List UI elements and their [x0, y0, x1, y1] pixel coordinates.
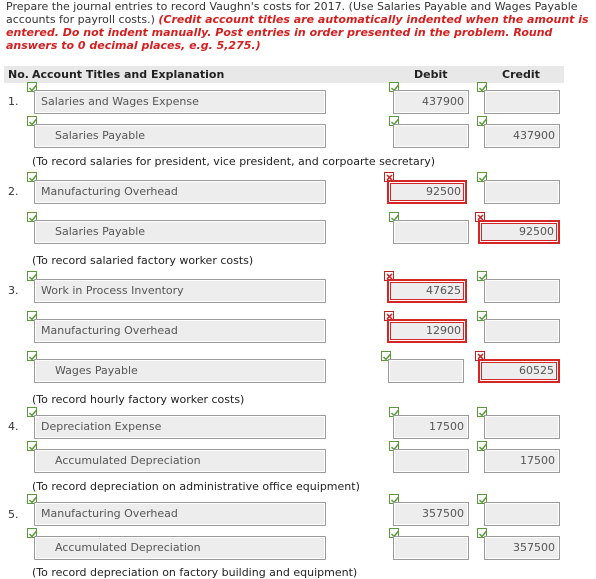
account-field[interactable]: Accumulated Depreciation — [34, 449, 326, 473]
credit-field[interactable]: 357500 — [484, 536, 560, 560]
entry-number: 2. — [8, 185, 19, 198]
credit-field[interactable]: 17500 — [484, 449, 560, 473]
entry-explanation: (To record hourly factory worker costs) — [32, 393, 245, 406]
debit-field[interactable] — [393, 220, 469, 244]
debit-field[interactable]: 92500 — [387, 180, 467, 204]
account-field[interactable]: Work in Process Inventory — [34, 279, 326, 303]
account-field[interactable]: Manufacturing Overhead — [34, 319, 326, 343]
entry-number: 1. — [8, 95, 19, 108]
entry-number: 3. — [8, 284, 19, 297]
instructions — [6, 0, 590, 52]
header-credit: Credit — [502, 68, 540, 81]
credit-field[interactable]: 92500 — [478, 220, 560, 244]
header-account: Account Titles and Explanation — [32, 68, 225, 81]
entry-explanation: (To record depreciation on administrative office equipment) — [32, 480, 360, 493]
credit-field[interactable] — [484, 279, 560, 303]
credit-field[interactable] — [484, 415, 560, 439]
account-field[interactable]: Wages Payable — [34, 359, 326, 383]
table-header — [4, 66, 564, 83]
debit-field[interactable]: 47625 — [387, 279, 467, 303]
credit-field[interactable]: 60525 — [478, 359, 560, 383]
debit-field[interactable]: 12900 — [387, 319, 467, 343]
credit-field[interactable] — [484, 90, 560, 114]
account-field[interactable]: Manufacturing Overhead — [34, 502, 326, 526]
debit-field[interactable]: 357500 — [393, 502, 469, 526]
debit-field[interactable] — [393, 124, 469, 148]
instructions-red-text: (Credit account titles are automatically indented when the amount is entered. Do not indent manually. Post entries in order presented in the problem. Round answers to 0 decimal places, e.g. 5,275.) — [6, 13, 589, 52]
account-field[interactable]: Accumulated Depreciation — [34, 536, 326, 560]
debit-field[interactable] — [393, 536, 469, 560]
account-field[interactable]: Salaries Payable — [34, 220, 326, 244]
header-debit: Debit — [414, 68, 448, 81]
header-no: No. — [8, 68, 29, 81]
credit-field[interactable] — [484, 502, 560, 526]
debit-field[interactable]: 437900 — [393, 90, 469, 114]
debit-field[interactable]: 17500 — [393, 415, 469, 439]
debit-field[interactable] — [393, 449, 469, 473]
account-field[interactable]: Salaries Payable — [34, 124, 326, 148]
entry-number: 5. — [8, 508, 19, 521]
account-field[interactable]: Manufacturing Overhead — [34, 180, 326, 204]
account-field[interactable]: Salaries and Wages Expense — [34, 90, 326, 114]
entry-number: 4. — [8, 420, 19, 433]
instructions-text: Prepare the journal entries to record Vaughn's costs for 2017. (Use Salaries Payable and Wages Payable accounts for payroll costs.) — [6, 0, 578, 26]
entry-explanation: (To record salaries for president, vice president, and corpoarte secretary) — [32, 155, 436, 168]
account-field[interactable]: Depreciation Expense — [34, 415, 326, 439]
credit-field[interactable]: 437900 — [484, 124, 560, 148]
entry-explanation: (To record salaried factory worker costs) — [32, 254, 254, 267]
entry-explanation: (To record depreciation on factory building and equipment) — [32, 566, 358, 579]
debit-field[interactable] — [388, 359, 464, 383]
credit-field[interactable] — [484, 319, 560, 343]
credit-field[interactable] — [484, 180, 560, 204]
